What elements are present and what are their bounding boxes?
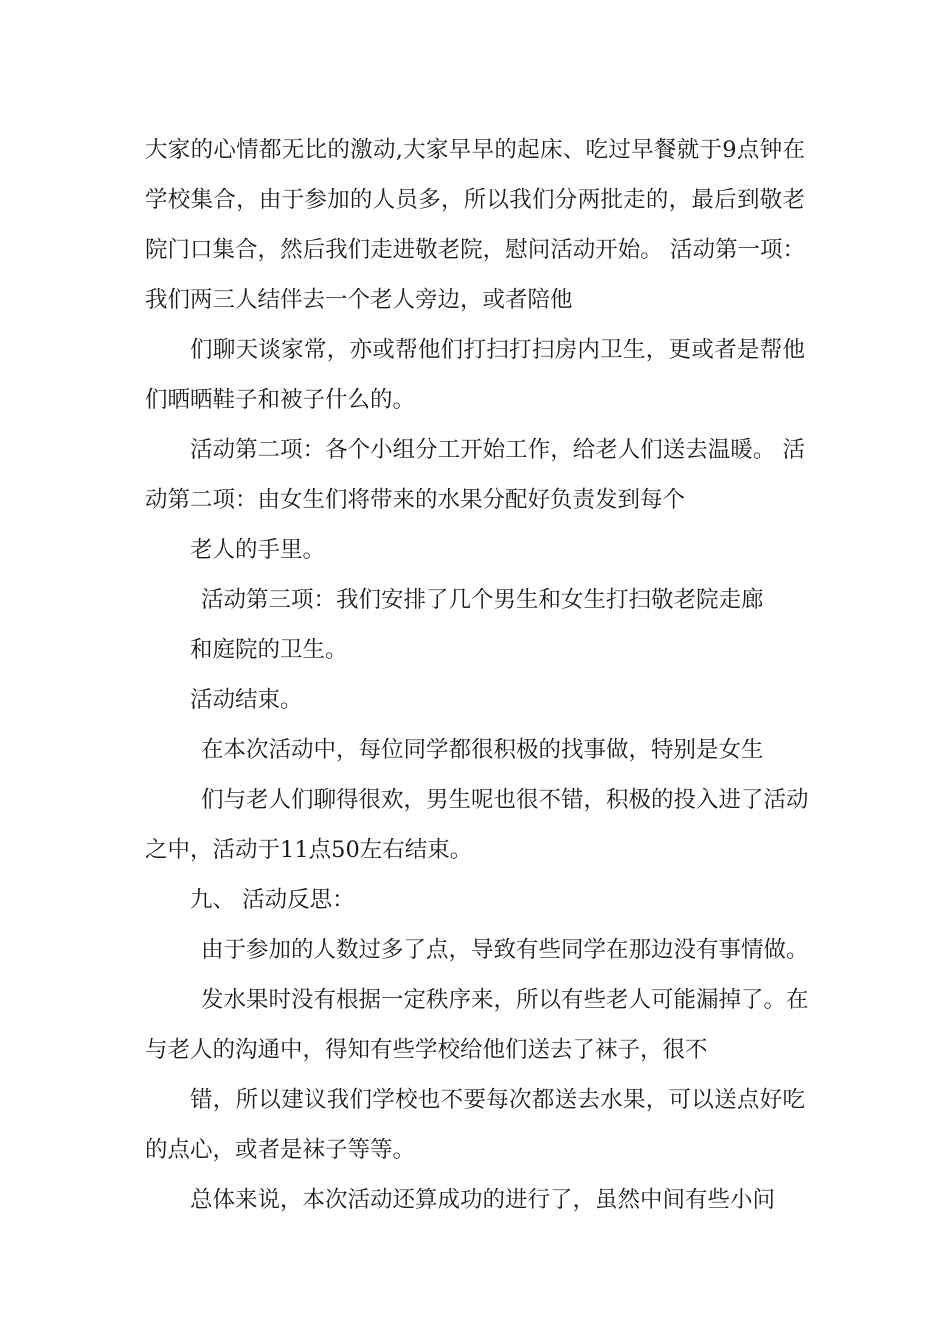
text-line: 在本次活动中，每位同学都很积极的找事做，特别是女生 bbox=[201, 737, 764, 763]
text-line: 与老人的沟通中，得知有些学校给他们送去了袜子，很不 bbox=[145, 1037, 708, 1063]
text-line: 由于参加的人数过多了点，导致有些同学在那边没有事情做。 bbox=[201, 937, 809, 963]
text-line: 和庭院的卫生。 bbox=[190, 637, 348, 663]
text-line: 们聊天谈家常，亦或帮他们打扫打扫房内卫生，更或者是帮他 bbox=[190, 337, 805, 363]
text-line: 活动结束。 bbox=[190, 687, 303, 713]
text-line: 大家的心情都无比的激动,大家早早的起床、吃过早餐就于9点钟在 bbox=[145, 137, 805, 163]
text-line: 学校集合，由于参加的人员多，所以我们分两批走的，最后到敬老 bbox=[145, 187, 805, 213]
text-line: 的点心，或者是袜子等等。 bbox=[145, 1137, 416, 1163]
text-line: 们晒晒鞋子和被子什么的。 bbox=[145, 387, 416, 413]
text-line: 活动第二项：各个小组分工开始工作，给老人们送去温暖。 活 bbox=[190, 437, 805, 463]
text-line: 之中，活动于11点50左右结束。 bbox=[145, 837, 473, 863]
text-line: 我们两三人结伴去一个老人旁边，或者陪他 bbox=[145, 287, 573, 313]
text-line: 院门口集合，然后我们走进敬老院，慰问活动开始。 活动第一项： bbox=[145, 237, 805, 263]
text-line: 总体来说，本次活动还算成功的进行了，虽然中间有些小问 bbox=[190, 1187, 776, 1213]
text-line: 九、 活动反思： bbox=[190, 887, 355, 913]
text-line: 活动第三项：我们安排了几个男生和女生打扫敬老院走廊 bbox=[201, 587, 764, 613]
text-line: 错，所以建议我们学校也不要每次都送去水果，可以送点好吃 bbox=[190, 1087, 805, 1113]
text-line: 动第二项：由女生们将带来的水果分配好负责发到每个 bbox=[145, 487, 686, 513]
text-line: 们与老人们聊得很欢，男生呢也很不错，积极的投入进了活动 bbox=[201, 787, 809, 813]
text-line: 发水果时没有根据一定秩序来，所以有些老人可能漏掉了。在 bbox=[201, 987, 809, 1013]
text-line: 老人的手里。 bbox=[190, 537, 326, 563]
